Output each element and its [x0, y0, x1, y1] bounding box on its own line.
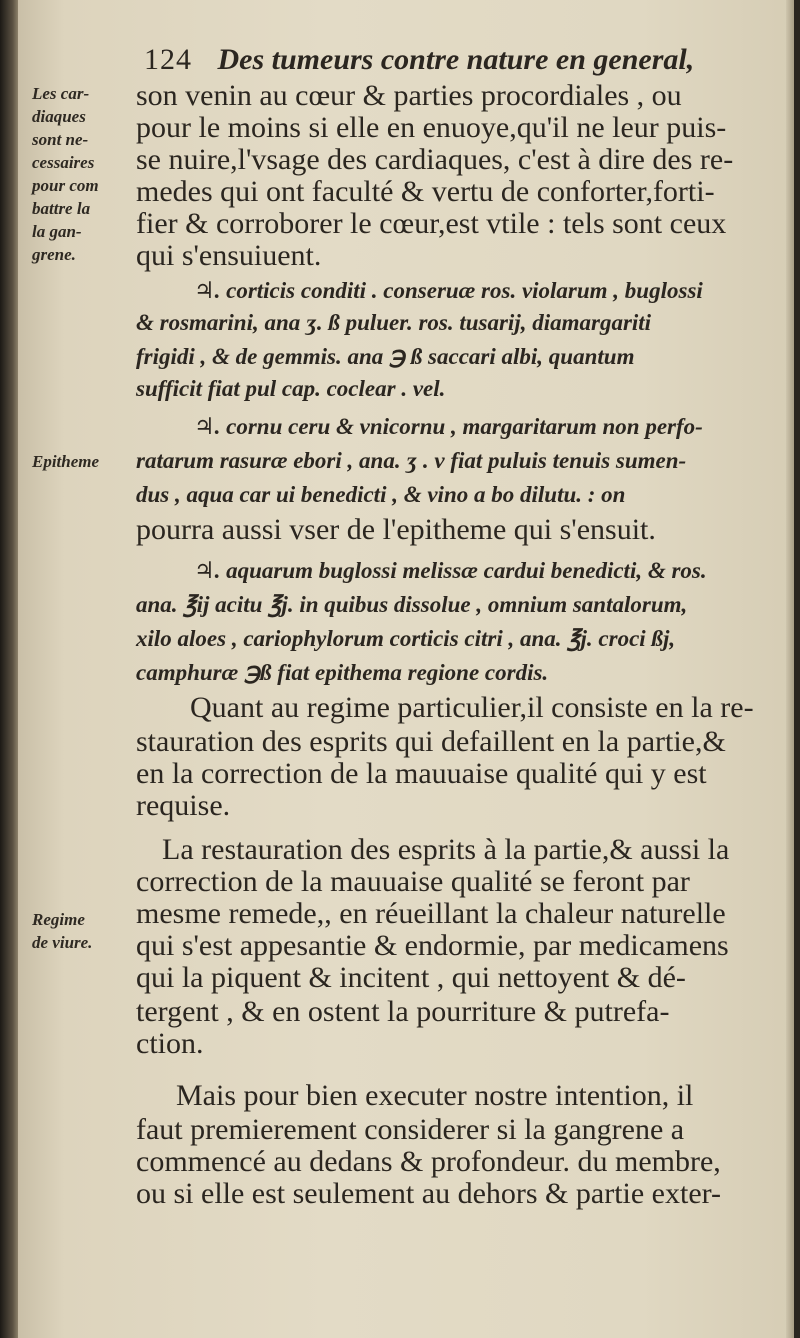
text-line: ♃. corticis conditi . conseruæ ros. violarum , buglossi	[194, 278, 703, 303]
margin-note-line: battre la	[32, 199, 91, 218]
text-line: ou si elle est seulement au dehors & partie exter-	[136, 1177, 722, 1210]
text-line: & rosmarini, ana ʒ. ß puluer. ros. tusarij, diamargariti	[136, 310, 652, 335]
margin-note-epitheme	[32, 450, 142, 473]
text-line: ♃. aquarum buglossi melissæ cardui benedicti, & ros.	[194, 558, 707, 583]
margin-note-line: Epitheme	[32, 452, 100, 471]
margin-note-line: cessaires	[32, 153, 95, 172]
text-line: correction de la mauuaise qualité se feront par	[136, 865, 690, 898]
running-title: Des tumeurs contre nature en general,	[217, 43, 695, 76]
margin-note-line: Regime	[32, 910, 85, 929]
text-line: en la correction de la mauuaise qualité qui y est	[136, 757, 707, 790]
text-line: requise.	[136, 789, 231, 822]
margin-note-regime	[32, 908, 142, 954]
text-line: camphuræ ℈ß fiat epithema regione cordis.	[136, 660, 549, 685]
text-line: Quant au regime particulier,il consiste en la re-	[190, 691, 754, 724]
text-line: qui s'est appesantie & endormie, par medicamens	[136, 929, 729, 962]
text-line: faut premierement considerer si la gangrene a	[136, 1113, 685, 1146]
text-line: sufficit fiat pul cap. coclear . vel.	[136, 376, 446, 401]
text-line: frigidi , & de gemmis. ana ℈ ß saccari albi, quantum	[136, 344, 635, 369]
margin-note-line: diaques	[32, 107, 86, 126]
margin-note-line: pour com	[32, 176, 99, 195]
text-line: ana. ℥ij acitu ℥j. in quibus dissolue , omnium santalorum,	[136, 592, 688, 617]
text-line: ♃. cornu ceru & vnicornu , margaritarum non perfo-	[194, 414, 703, 439]
text-line: tergent , & en ostent la pourriture & putrefa-	[136, 995, 670, 1028]
page-edge	[786, 0, 794, 1338]
book-page	[18, 0, 794, 1338]
text-line: se nuire,l'vsage des cardiaques, c'est à dire des re-	[136, 143, 734, 176]
text-line: commencé au dedans & profondeur. du membre,	[136, 1145, 721, 1178]
margin-note-cardiaques	[32, 82, 142, 266]
text-line: qui la piquent & incitent , qui nettoyent & dé-	[136, 961, 686, 994]
text-line: ction.	[136, 1027, 204, 1060]
text-line: pourra aussi vser de l'epitheme qui s'ensuit.	[136, 513, 656, 546]
text-line: stauration des esprits qui defaillent en la partie,&	[136, 725, 726, 758]
margin-note-line: de viure.	[32, 933, 93, 952]
text-line: dus , aqua car ui benedicti , & vino a bo dilutu. : on	[136, 482, 626, 507]
margin-note-line: Les car-	[32, 84, 90, 103]
text-line: ratarum rasuræ ebori , ana. ʒ . v fiat puluis tenuis sumen-	[136, 448, 687, 473]
text-line: xilo aloes , cariophylorum corticis citri , ana. ℥j. croci ßj,	[136, 626, 676, 651]
text-line: pour le moins si elle en enuoye,qu'il ne leur puis-	[136, 111, 727, 144]
running-header	[144, 42, 784, 78]
text-line: medes qui ont faculté & vertu de conforter,forti-	[136, 175, 715, 208]
page-number: 124	[144, 43, 192, 76]
text-line: son venin au cœur & parties procordiales , ou	[136, 79, 682, 112]
margin-note-line: la gan-	[32, 222, 82, 241]
text-line: fier & corroborer le cœur,est vtile : tels sont ceux	[136, 207, 727, 240]
margin-note-line: grene.	[32, 245, 76, 264]
text-line: Mais pour bien executer nostre intention, il	[176, 1079, 694, 1112]
text-line: qui s'ensuiuent.	[136, 239, 322, 272]
book-spine-shadow	[0, 0, 18, 1338]
text-line: mesme remede,, en réueillant la chaleur naturelle	[136, 897, 726, 930]
margin-note-line: sont ne-	[32, 130, 89, 149]
text-line: La restauration des esprits à la partie,& aussi la	[162, 833, 730, 866]
